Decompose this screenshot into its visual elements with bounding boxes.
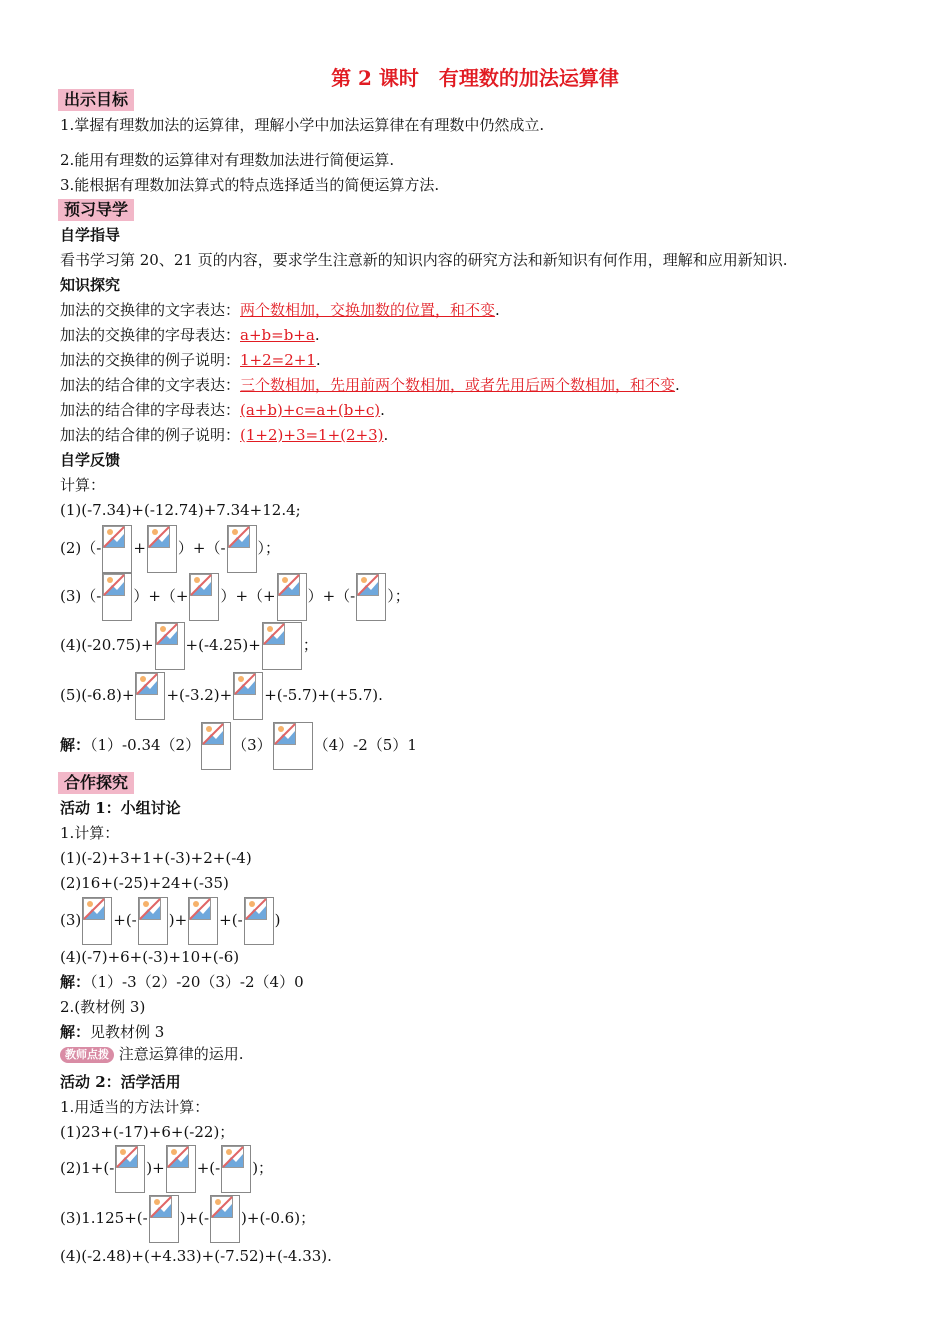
teacher-tip-badge: 教师点拨	[60, 1047, 114, 1063]
broken-image-icon	[149, 1195, 179, 1243]
activity1-heading: 活动 1：小组讨论	[60, 799, 181, 817]
knowledge-answer: 1+2=2+1	[240, 351, 316, 369]
knowledge-label: 加法的交换律的文字表达：	[60, 301, 241, 319]
knowledge-row	[60, 400, 385, 420]
knowledge-heading: 知识探究	[60, 276, 121, 294]
activity2-problem-4: (4)(-2.48)+(+4.33)+(-7.52)+(-4.33).	[60, 1247, 332, 1265]
feedback-problem-3: (3)（- ）+（+ ）+（+ ）+（- ）；	[60, 572, 410, 621]
teacher-tip: 教师点拨 注意运算律的运用.	[60, 1044, 244, 1064]
feedback-problem-2: (2)（- + ）+（- ）；	[60, 524, 280, 573]
feedback-calc: 计算：	[60, 476, 106, 494]
broken-image-icon	[277, 573, 307, 621]
section-tag-coop: 合作探究	[58, 772, 134, 794]
activity1-problem-4: (4)(-7)+6+(-3)+10+(-6)	[60, 948, 240, 966]
goal-2: 2.能用有理数的运算律对有理数加法进行简便运算.	[60, 151, 395, 169]
activity1-problem-2: (2)16+(-25)+24+(-35)	[60, 874, 229, 892]
knowledge-label: 加法的结合律的字母表达：	[60, 401, 241, 419]
broken-image-icon	[227, 525, 257, 573]
activity2-problem-3: (3)1.125+(- )+(- )+(-0.6)；	[60, 1194, 315, 1243]
self-study-heading: 自学指导	[60, 226, 121, 244]
knowledge-row	[60, 325, 320, 345]
broken-image-icon	[189, 573, 219, 621]
knowledge-answer: 三个数相加，先用前两个数相加，或者先用后两个数相加，和不变	[240, 376, 676, 394]
feedback-problem-4: (4)(-20.75)+ +(-4.25)+ ；	[60, 621, 318, 670]
activity1-q1: 1.计算：	[60, 824, 120, 842]
knowledge-answer: 两个数相加，交换加数的位置，和不变	[240, 301, 496, 319]
broken-image-icon	[244, 897, 274, 945]
broken-image-icon	[201, 722, 231, 770]
knowledge-row	[60, 300, 500, 320]
section-tag-preview: 预习导学	[58, 199, 134, 221]
broken-image-icon	[210, 1195, 240, 1243]
activity2-problem-1: (1)23+(-17)+6+(-22)；	[60, 1123, 235, 1141]
activity1-solution-1: 解：（1）-3（2）-20（3）-2（4）0	[60, 973, 304, 991]
knowledge-label: 加法的结合律的例子说明：	[60, 426, 241, 444]
broken-image-icon	[102, 573, 132, 621]
goal-1: 1.掌握有理数加法的运算律，理解小学中加法运算律在有理数中仍然成立.	[60, 116, 545, 134]
knowledge-tail: .	[380, 401, 385, 419]
knowledge-tail: .	[315, 351, 321, 369]
knowledge-tail: .	[675, 376, 680, 394]
activity1-problem-1: (1)(-2)+3+1+(-3)+2+(-4)	[60, 849, 252, 867]
activity1-q2: 2.(教材例 3)	[60, 998, 146, 1016]
broken-image-icon	[102, 525, 132, 573]
feedback-problem-1: (1)(-7.34)+(-12.74)+7.34+12.4;	[60, 501, 301, 519]
knowledge-label: 加法的结合律的文字表达：	[60, 376, 241, 394]
knowledge-label: 加法的交换律的字母表达：	[60, 326, 241, 344]
knowledge-tail: .	[383, 426, 389, 444]
knowledge-row	[60, 375, 680, 395]
broken-image-icon	[166, 1145, 196, 1193]
broken-image-icon	[356, 573, 386, 621]
knowledge-answer: (1+2)+3=1+(2+3)	[240, 426, 384, 444]
knowledge-answer: a+b=b+a	[240, 326, 315, 344]
self-study-text: 看书学习第 20、21 页的内容，要求学生注意新的知识内容的研究方法和新知识有何作用，理解和应用新知识.	[60, 251, 788, 269]
broken-image-icon	[155, 622, 185, 670]
feedback-solution: 解：（1）-0.34（2） （3） （4）-2（5）1	[60, 721, 417, 770]
broken-image-icon	[273, 722, 313, 770]
knowledge-answer: (a+b)+c=a+(b+c)	[240, 401, 381, 419]
activity2-problem-2: (2)1+(- )+ +(- )；	[60, 1144, 273, 1193]
broken-image-icon	[262, 622, 302, 670]
knowledge-tail: .	[495, 301, 500, 319]
knowledge-tail: .	[314, 326, 320, 344]
broken-image-icon	[221, 1145, 251, 1193]
activity2-q1: 1.用适当的方法计算：	[60, 1098, 210, 1116]
activity2-heading: 活动 2：活学活用	[60, 1073, 181, 1091]
knowledge-row	[60, 425, 388, 445]
activity1-problem-3: (3) +(- )+ +(- )	[60, 896, 281, 945]
goal-3: 3.能根据有理数加法算式的特点选择适当的简便运算方法.	[60, 176, 440, 194]
section-tag-goals: 出示目标	[58, 89, 134, 111]
broken-image-icon	[233, 672, 263, 720]
broken-image-icon	[115, 1145, 145, 1193]
feedback-heading: 自学反馈	[60, 451, 121, 469]
broken-image-icon	[82, 897, 112, 945]
page-title: 第 2 课时 有理数的加法运算律	[331, 66, 619, 90]
feedback-problem-5: (5)(-6.8)+ +(-3.2)+ +(-5.7)+(+5.7).	[60, 671, 383, 720]
activity1-solution-2: 解：见教材例 3	[60, 1023, 165, 1041]
knowledge-row	[60, 350, 321, 370]
knowledge-label: 加法的交换律的例子说明：	[60, 351, 241, 369]
broken-image-icon	[135, 672, 165, 720]
broken-image-icon	[147, 525, 177, 573]
broken-image-icon	[188, 897, 218, 945]
broken-image-icon	[138, 897, 168, 945]
